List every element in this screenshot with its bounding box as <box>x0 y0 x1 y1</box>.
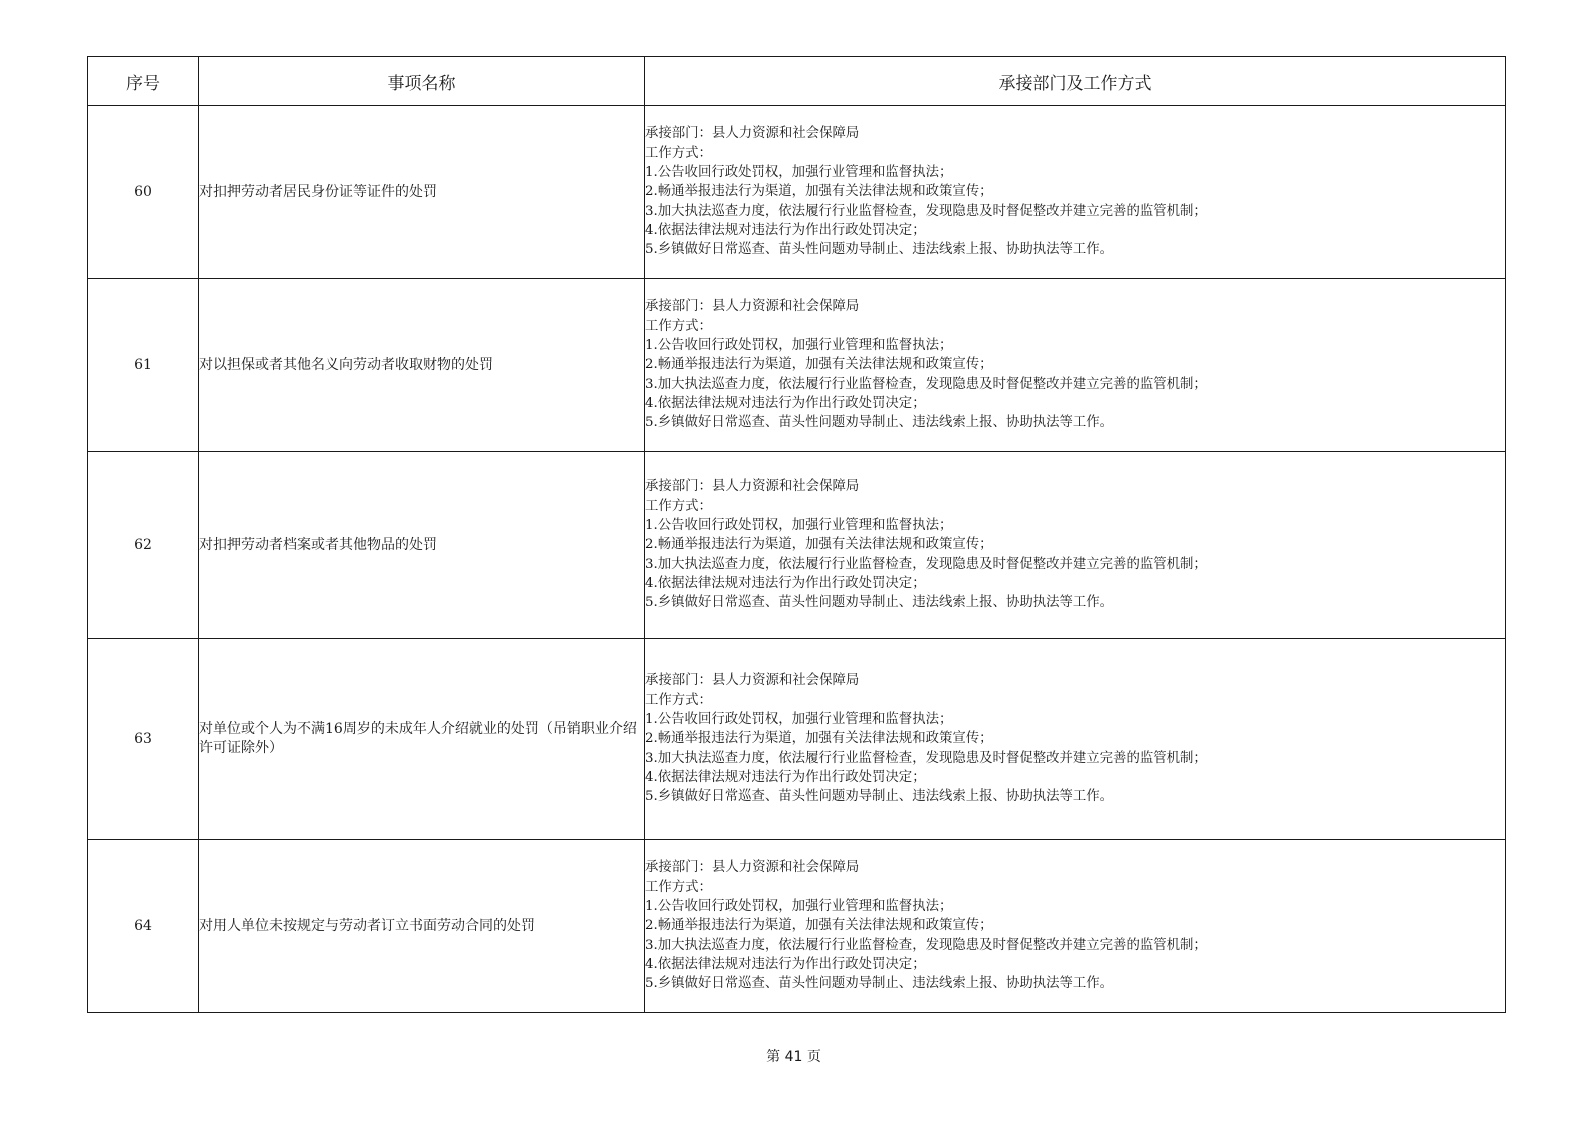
header-seq: 序号 <box>88 57 199 106</box>
header-dept-method: 承接部门及工作方式 <box>645 57 1506 106</box>
row-detail <box>645 452 1506 639</box>
method-step: 2.畅通举报违法行为渠道，加强有关法律法规和政策宣传； <box>645 918 993 934</box>
method-step: 1.公告收回行政处罚权，加强行业管理和监督执法； <box>645 712 953 728</box>
method-label: 工作方式： <box>645 498 712 514</box>
dept-line: 承接部门：县人力资源和社会保障局 <box>645 673 860 689</box>
method-step: 4.依据法律法规对违法行为作出行政处罚决定； <box>645 769 926 785</box>
table-row <box>88 279 1506 452</box>
method-step: 5.乡镇做好日常巡查、苗头性问题劝导制止、违法线索上报、协助执法等工作。 <box>645 415 1114 431</box>
method-step: 4.依据法律法规对违法行为作出行政处罚决定； <box>645 222 926 238</box>
method-step: 3.加大执法巡查力度，依法履行行业监督检查，发现隐患及时督促整改并建立完善的监管机制； <box>645 203 1207 219</box>
method-step: 5.乡镇做好日常巡查、苗头性问题劝导制止、违法线索上报、协助执法等工作。 <box>645 789 1114 805</box>
dept-line: 承接部门：县人力资源和社会保障局 <box>645 126 860 142</box>
row-item-name: 对单位或个人为不满16周岁的未成年人介绍就业的处罚（吊销职业介绍许可证除外） <box>199 639 645 840</box>
table-row <box>88 840 1506 1013</box>
method-step: 5.乡镇做好日常巡查、苗头性问题劝导制止、违法线索上报、协助执法等工作。 <box>645 242 1114 258</box>
dept-line: 承接部门：县人力资源和社会保障局 <box>645 479 860 495</box>
table-header-row <box>88 57 1506 106</box>
method-step: 1.公告收回行政处罚权，加强行业管理和监督执法； <box>645 899 953 915</box>
method-step: 5.乡镇做好日常巡查、苗头性问题劝导制止、违法线索上报、协助执法等工作。 <box>645 976 1114 992</box>
method-step: 4.依据法律法规对违法行为作出行政处罚决定； <box>645 575 926 591</box>
table-row <box>88 639 1506 840</box>
page-number: 第 41 页 <box>766 1049 821 1065</box>
row-seq: 64 <box>88 840 199 1013</box>
table-row <box>88 106 1506 279</box>
row-detail <box>645 279 1506 452</box>
method-label: 工作方式： <box>645 318 712 334</box>
row-item-name: 对扣押劳动者档案或者其他物品的处罚 <box>199 452 645 639</box>
table-row <box>88 452 1506 639</box>
dept-line: 承接部门：县人力资源和社会保障局 <box>645 299 860 315</box>
method-label: 工作方式： <box>645 692 712 708</box>
row-item-name: 对扣押劳动者居民身份证等证件的处罚 <box>199 106 645 279</box>
header-item-name: 事项名称 <box>199 57 645 106</box>
method-step: 3.加大执法巡查力度，依法履行行业监督检查，发现隐患及时督促整改并建立完善的监管机制； <box>645 937 1207 953</box>
method-step: 3.加大执法巡查力度，依法履行行业监督检查，发现隐患及时督促整改并建立完善的监管机制； <box>645 750 1207 766</box>
method-step: 4.依据法律法规对违法行为作出行政处罚决定； <box>645 956 926 972</box>
row-detail <box>645 639 1506 840</box>
method-step: 4.依据法律法规对违法行为作出行政处罚决定； <box>645 395 926 411</box>
row-item-name: 对以担保或者其他名义向劳动者收取财物的处罚 <box>199 279 645 452</box>
method-label: 工作方式： <box>645 879 712 895</box>
row-seq: 62 <box>88 452 199 639</box>
row-detail <box>645 106 1506 279</box>
method-step: 1.公告收回行政处罚权，加强行业管理和监督执法； <box>645 518 953 534</box>
row-seq: 61 <box>88 279 199 452</box>
items-table <box>87 56 1506 1013</box>
method-step: 3.加大执法巡查力度，依法履行行业监督检查，发现隐患及时督促整改并建立完善的监管机制； <box>645 556 1207 572</box>
method-step: 2.畅通举报违法行为渠道，加强有关法律法规和政策宣传； <box>645 731 993 747</box>
method-step: 1.公告收回行政处罚权，加强行业管理和监督执法； <box>645 165 953 181</box>
row-seq: 63 <box>88 639 199 840</box>
row-seq: 60 <box>88 106 199 279</box>
method-step: 2.畅通举报违法行为渠道，加强有关法律法规和政策宣传； <box>645 357 993 373</box>
method-step: 2.畅通举报违法行为渠道，加强有关法律法规和政策宣传； <box>645 537 993 553</box>
row-item-name: 对用人单位未按规定与劳动者订立书面劳动合同的处罚 <box>199 840 645 1013</box>
dept-line: 承接部门：县人力资源和社会保障局 <box>645 860 860 876</box>
method-step: 1.公告收回行政处罚权，加强行业管理和监督执法； <box>645 338 953 354</box>
row-detail <box>645 840 1506 1013</box>
method-step: 3.加大执法巡查力度，依法履行行业监督检查，发现隐患及时督促整改并建立完善的监管机制； <box>645 376 1207 392</box>
method-step: 2.畅通举报违法行为渠道，加强有关法律法规和政策宣传； <box>645 184 993 200</box>
method-step: 5.乡镇做好日常巡查、苗头性问题劝导制止、违法线索上报、协助执法等工作。 <box>645 595 1114 611</box>
method-label: 工作方式： <box>645 145 712 161</box>
